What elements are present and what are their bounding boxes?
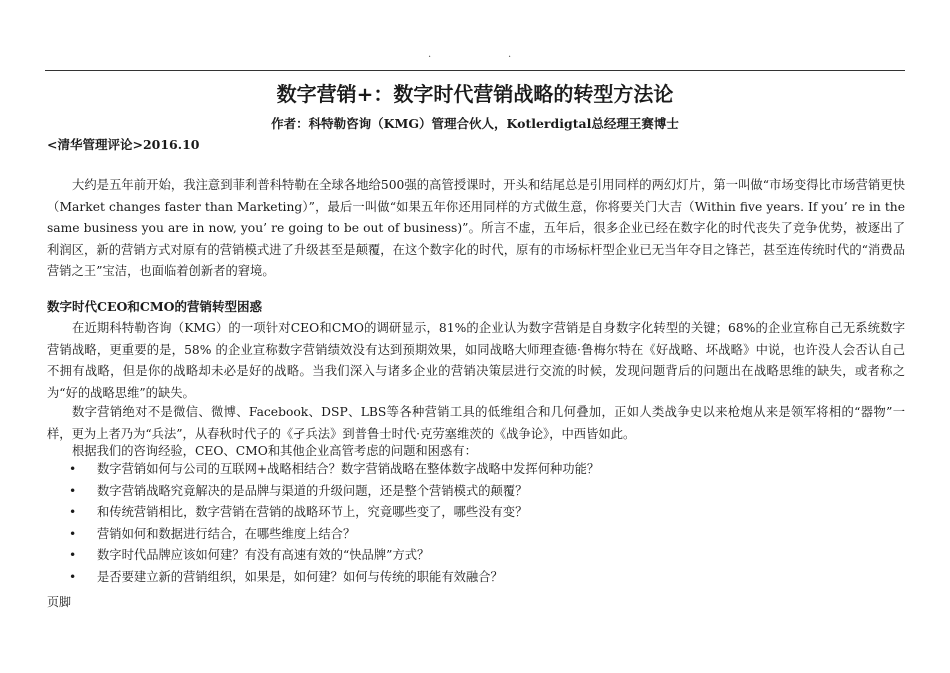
source-line: <清华管理评论>2016.10 xyxy=(47,137,200,152)
survey-paragraph: 在近期科特勒咨询（KMG）的一项针对CEO和CMO的调研显示，81%的企业认为数字营销是自身数字化转型的关键；68%的企业宣称自己无系统数字营销战略，更重要的是，58% 的企业宣称数字营销绩效没有达到预期效果，如同战略大师理查德·鲁梅尔特在《好战略、坏战略》中说，也许没人会否认自己不拥有战略，但是你的战略却未必是好的战略。当我们深入与诸多企业的营销决策层进行交流的时候，发现问题背后的问题出在战略思维的缺失，或者称之为“好的战略思维”的缺失。 xyxy=(47,321,905,400)
question-list xyxy=(47,459,905,588)
bullet-icon: • xyxy=(69,548,77,562)
header-dot-left: . xyxy=(428,49,432,60)
bullet-icon: • xyxy=(69,483,77,498)
author-line: 作者：科特勒咨询（KMG）管理合伙人，Kotlerdigtal总经理王赛博士 xyxy=(271,116,679,131)
page-footer: 页脚 xyxy=(47,595,72,609)
bullet-icon: • xyxy=(69,569,77,584)
questions-intro-paragraph: 根据我们的咨询经验，CEO、CMO和其他企业高管考虑的问题和困惑有： xyxy=(72,444,477,458)
list-item-text: 数字营销如何与公司的互联网+战略相结合？数字营销战略在整体数字战略中发挥何种功能？ xyxy=(97,462,600,476)
list-item-text: 是否要建立新的营销组织，如果是，如何建？如何与传统的职能有效融合？ xyxy=(97,569,503,584)
intro-paragraph: 大约是五年前开始，我注意到菲利普科特勒在全球各地给500强的高管授课时，开头和结尾总是引用同样的两幻灯片，第一叫做“市场变得比市场营销更快（Market changes faster than Marketing）”，最后一叫做“如果五年你还用同样的方式做生意，你将要关门大吉（Within five years. If you’ re in the same business you are in now, you’ re going to be out of business)”。所言不虚，五年后，很多企业已经在数字化的时代丧失了竞争优势，被逐出了利润区，新的营销方式对原有的营销模式进了升级甚至是颠覆，在这个数字化的时代，原有的市场标杆型企业已无当年夺目之锋芒，甚至连传统时代的“消费品营销之王”宝洁，也面临着创新者的窘境。 xyxy=(47,178,905,278)
list-item-text: 营销如何和数据进行结合，在哪些维度上结合？ xyxy=(97,526,356,541)
list-item-text: 数字营销战略究竟解决的是品牌与渠道的升级问题，还是整个营销模式的颠覆？ xyxy=(97,483,528,498)
list-item xyxy=(47,524,905,546)
header-dots xyxy=(0,50,950,62)
list-item xyxy=(47,481,905,503)
tools-paragraph: 数字营销绝对不是微信、微博、Facebook、DSP、LBS等各种营销工具的低维组合和几何叠加，正如人类战争史以来枪炮从来是领军将相的“器物”一样，更为上者乃为“兵法”，从春秋时代子的《孑兵法》到普鲁士时代·克劳塞维茨的《战争论》，中西皆如此。 xyxy=(47,405,905,441)
header-rule xyxy=(45,70,905,71)
list-item-text: 数字时代品牌应该如何建？有没有高速有效的“快品牌”方式？ xyxy=(97,548,430,562)
list-item xyxy=(47,459,905,481)
bullet-icon: • xyxy=(69,462,77,476)
list-item-text: 和传统营销相比，数字营销在营销的战略环节上，究竟哪些变了，哪些没有变？ xyxy=(97,505,528,519)
list-item xyxy=(47,545,905,567)
bullet-icon: • xyxy=(69,526,77,541)
section-heading: 数字时代CEO和CMO的营销转型困惑 xyxy=(47,299,263,314)
list-item xyxy=(47,502,905,524)
bullet-icon: • xyxy=(69,505,77,519)
article-title: 数字营销+：数字时代营销战略的转型方法论 xyxy=(276,82,674,106)
list-item xyxy=(47,567,905,589)
header-dot-right: . xyxy=(508,49,512,60)
